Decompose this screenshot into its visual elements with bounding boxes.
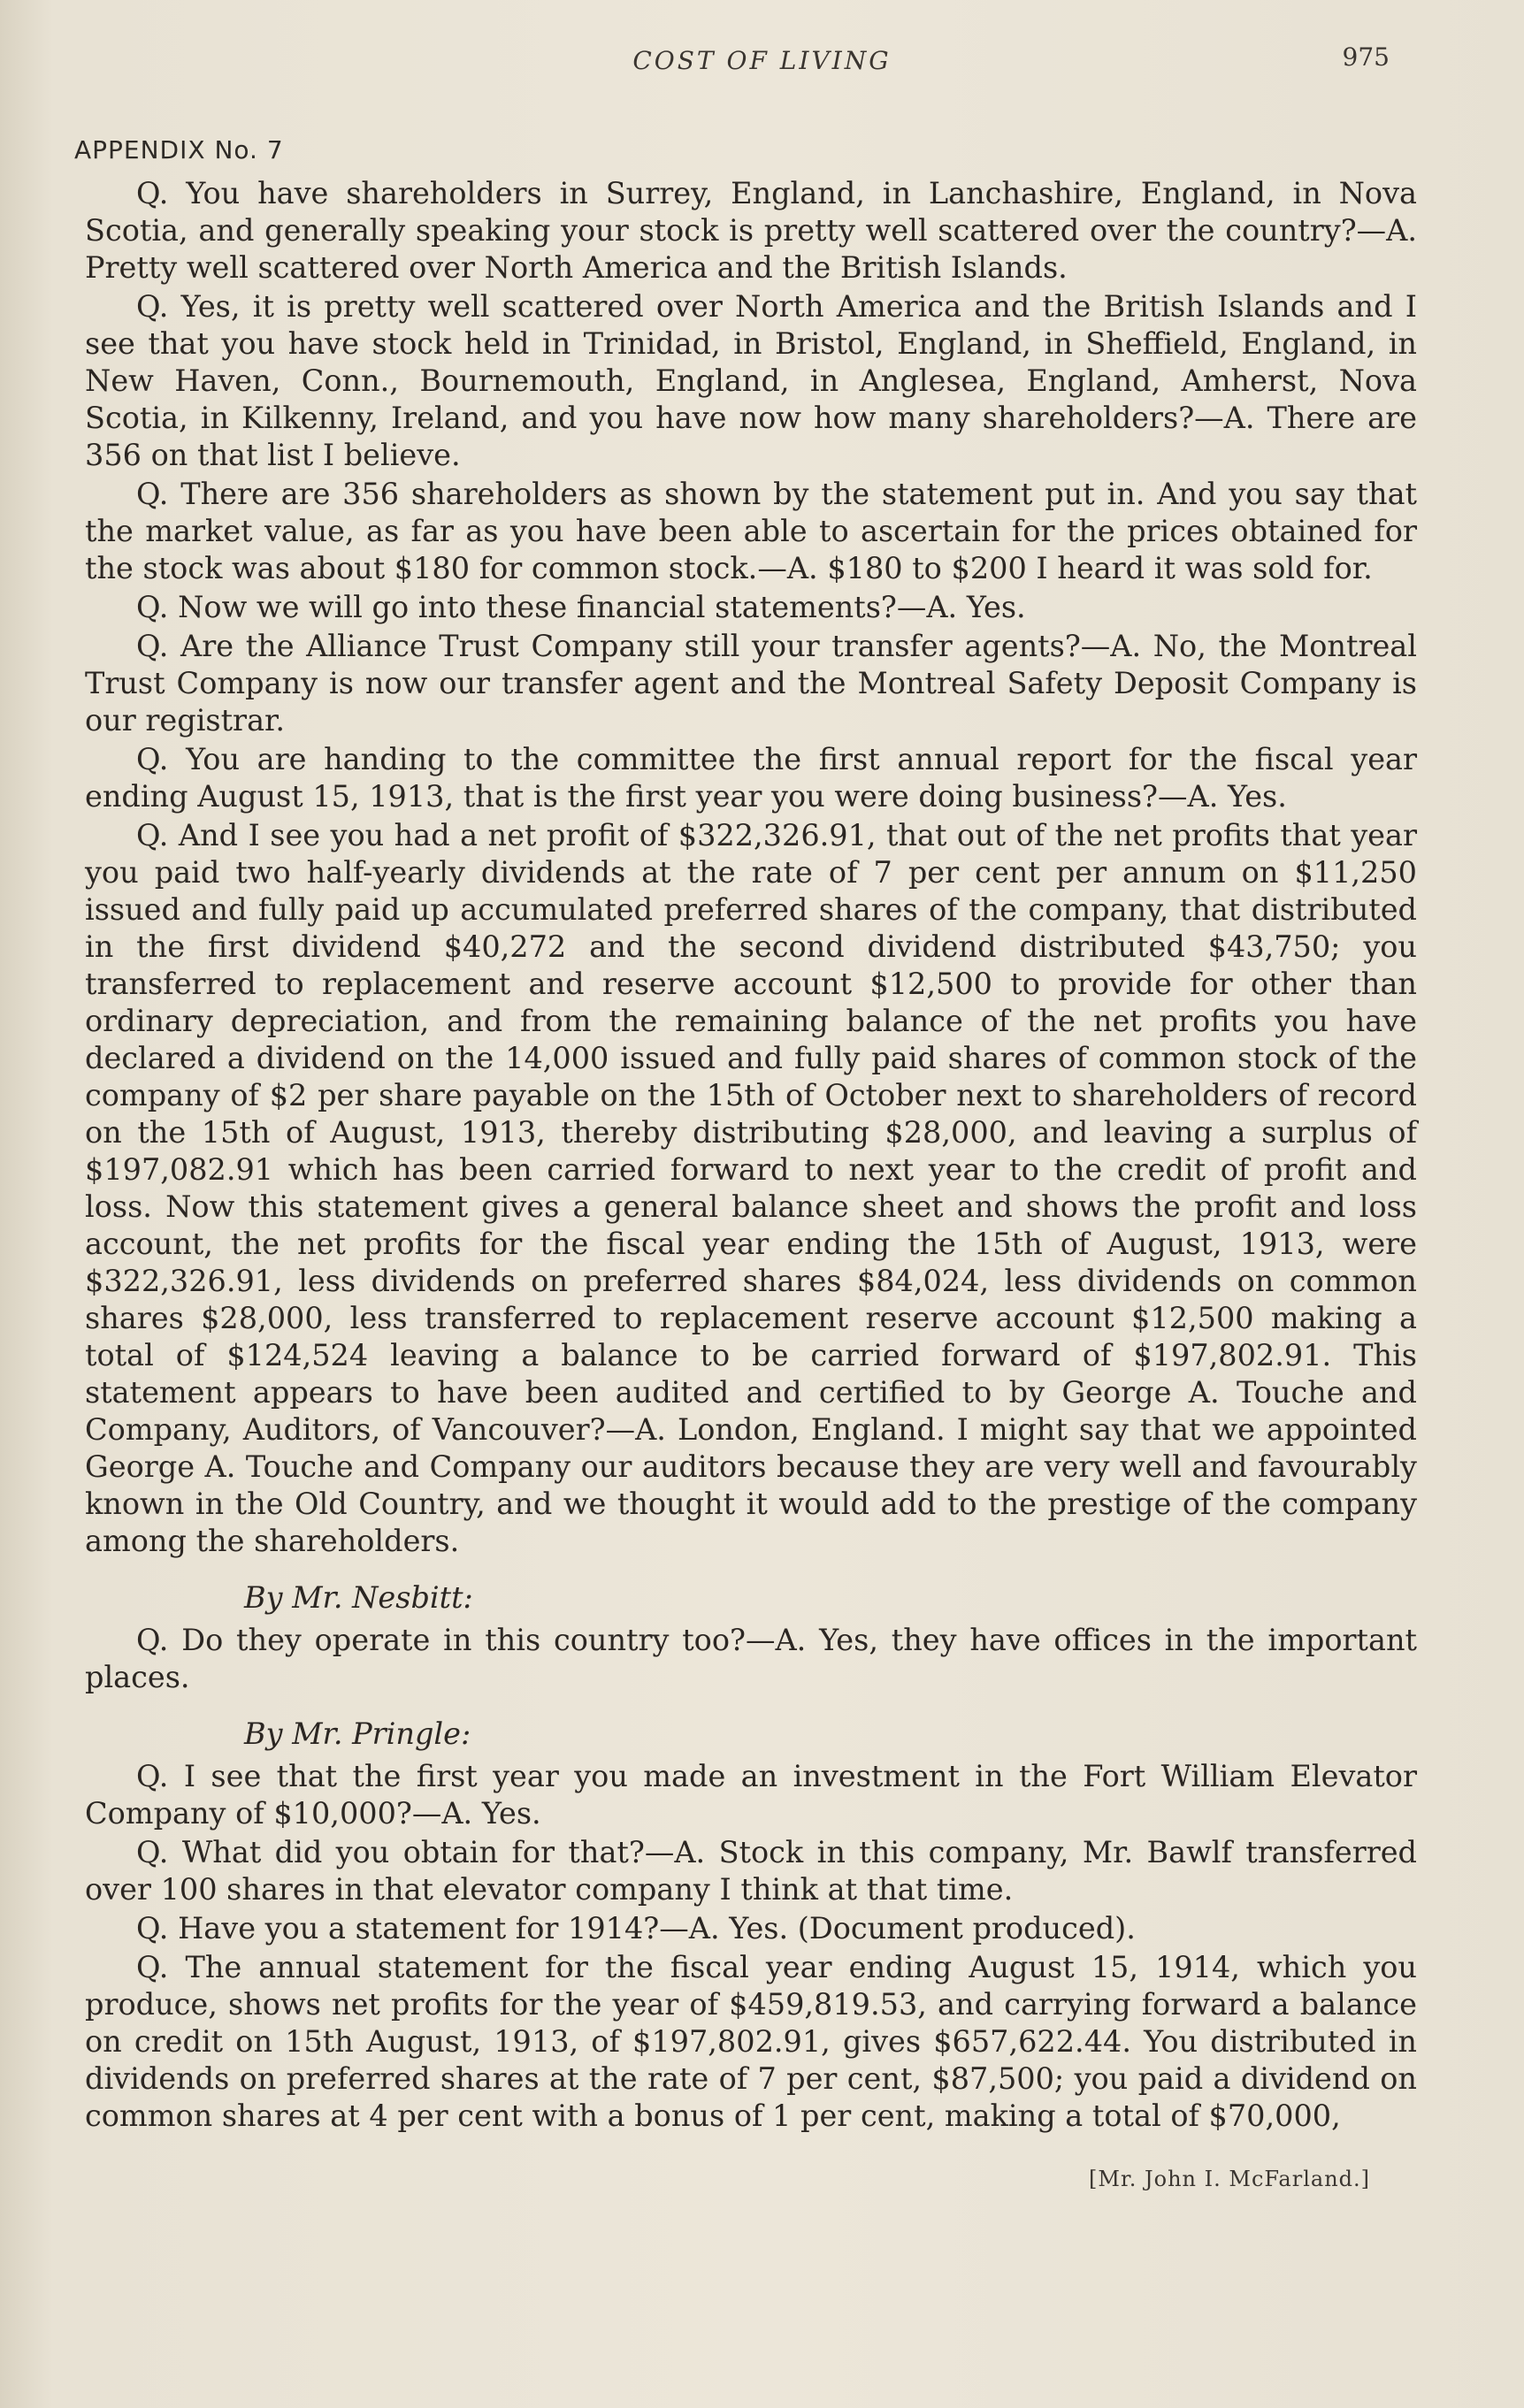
question-paragraph: Q. Now we will go into these financial statements?—A. Yes.: [136, 590, 1026, 624]
question-paragraph: Q. The annual statement for the fiscal year ending August 15, 1914, which you produce, shows net profits for the year of $459,819.53, and carrying forward a balance on credit on 15th August, 1913, of $197,802.91, gives $657,622.44. You distributed in dividends on preferred shares at the rate of 7 per cent, $87,500; you paid a dividend on common shares at 4 per cent with a bonus of 1 per cent, making a total of $70,000,: [85, 1950, 1417, 2133]
question-paragraph: Q. I see that the first year you made an investment in the Fort William Elevator Company of $10,000?—A. Yes.: [85, 1759, 1417, 1831]
running-title: COST OF LIVING: [632, 46, 892, 75]
document-body: [85, 175, 1417, 2137]
question-paragraph: Q. You are handing to the committee the first annual report for the fiscal year ending August 15, 1913, that is the first year you were doing business?—A. Yes.: [85, 742, 1417, 814]
speaker-heading-pringle: By Mr. Pringle:: [244, 1716, 471, 1751]
question-paragraph: Q. You have shareholders in Surrey, England, in Lanchashire, England, in Nova Scotia, and generally speaking your stock is pretty well scattered over the country?—A. Pretty well scattered over North America and the British Islands.: [85, 176, 1417, 285]
appendix-label: APPENDIX No. 7: [74, 135, 284, 164]
question-paragraph: Q. Have you a statement for 1914?—A. Yes. (Document produced).: [136, 1911, 1136, 1946]
question-paragraph: Q. What did you obtain for that?—A. Stock in this company, Mr. Bawlf transferred over 100 shares in that elevator company I think at that time.: [85, 1835, 1417, 1907]
question-paragraph: Q. Are the Alliance Trust Company still your transfer agents?—A. No, the Montreal Trust Company is now our transfer agent and the Montreal Safety Deposit Company is our registrar.: [85, 629, 1417, 738]
witness-footer: [Mr. John I. McFarland.]: [1089, 2167, 1370, 2191]
speaker-heading-nesbitt: By Mr. Nesbitt:: [244, 1580, 473, 1615]
question-paragraph: Q. And I see you had a net profit of $322,326.91, that out of the net profits that year you paid two half-yearly dividends at the rate of 7 per cent per annum on $11,250 issued and fully paid up accumulated preferred shares of the company, that distributed in the first dividend $40,272 and the second dividend distributed $43,750; you transferred to replacement and reserve account $12,500 to provide for other than ordinary depreciation, and from the remaining balance of the net profits you have declared a dividend on the 14,000 issued and fully paid shares of common stock of the company of $2 per share payable on the 15th of October next to shareholders of record on the 15th of August, 1913, thereby distributing $28,000, and leaving a surplus of $197,082.91 which has been carried forward to next year to the credit of profit and loss. Now this statement gives a general balance sheet and shows the profit and loss account, the net profits for the fiscal year ending the 15th of August, 1913, were $322,326.91, less dividends on preferred shares $84,024, less dividends on common shares $28,000, less transferred to replacement reserve account $12,500 making a total of $124,524 leaving a balance to be carried forward of $197,802.91. This statement appears to have been audited and certified to by George A. Touche and Company, Auditors, of Vancouver?—A. London, England. I might say that we appointed George A. Touche and Company our auditors because they are very well and favourably known in the Old Country, and we thought it would add to the prestige of the company among the shareholders.: [85, 818, 1417, 1558]
question-paragraph: Q. Yes, it is pretty well scattered over North America and the British Islands and I see that you have stock held in Trinidad, in Bristol, England, in Sheffield, England, in New Haven, Conn., Bournemouth, England, in Anglesea, England, Amherst, Nova Scotia, in Kilkenny, Ireland, and you have now how many shareholders?—A. There are 356 on that list I believe.: [85, 289, 1417, 472]
page-header: [0, 42, 1524, 90]
page-number: 975: [1342, 42, 1390, 72]
question-paragraph: Q. Do they operate in this country too?—A. Yes, they have offices in the important places.: [85, 1623, 1417, 1694]
question-paragraph: Q. There are 356 shareholders as shown by the statement put in. And you say that the market value, as far as you have been able to ascertain for the prices obtained for the stock was about $180 for common stock.—A. $180 to $200 I heard it was sold for.: [85, 477, 1417, 585]
